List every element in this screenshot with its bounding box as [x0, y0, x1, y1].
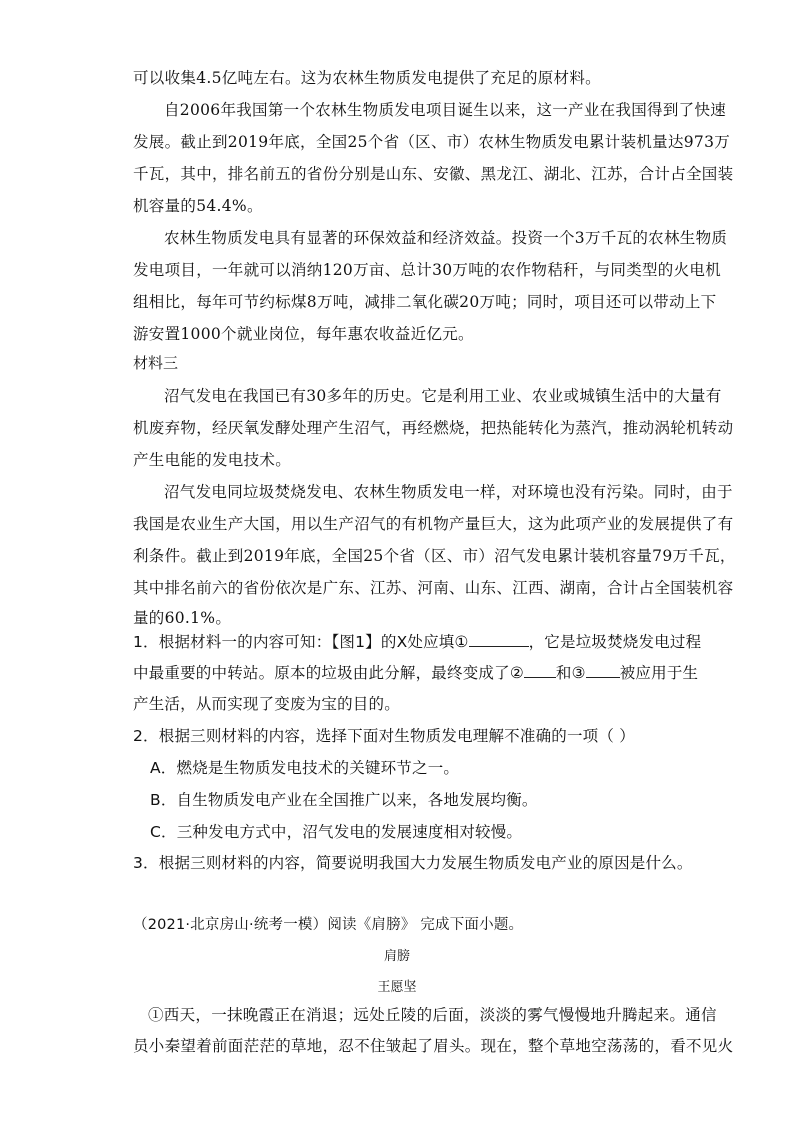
- question-1-text-a: 1．根据材料一的内容可知：【图1】的X处应填: [133, 633, 455, 651]
- section2-intro: （2021·北京房山·统考一模）阅读《肩膀》 完成下面小题。: [133, 917, 524, 933]
- material3-heading: 材料三: [133, 354, 179, 372]
- material2-line-9: 游安置1000个就业岗位，每年惠农收益近亿元。: [133, 325, 474, 343]
- material3-line-7: 其中排名前六的省份依次是广东、江苏、河南、山东、江西、湖南，合计占全国装机容: [133, 579, 734, 597]
- question-2-option-c[interactable]: C．三种发电方式中，沼气发电的发展速度相对较慢。: [150, 823, 523, 841]
- answer-blank-3[interactable]: [586, 663, 620, 678]
- article-author: 王愿坚: [377, 980, 417, 995]
- answer-marker-1: ①: [454, 633, 469, 651]
- article-para-line-2: 员小秦望着前面茫茫的草地，忍不住皱起了眉头。现在，整个草地空荡荡的，看不见火: [133, 1037, 734, 1055]
- answer-blank-2[interactable]: [524, 663, 556, 678]
- question-2-stem: 2．根据三则材料的内容，选择下面对生物质发电理解不准确的一项（ ）: [133, 727, 635, 745]
- question-2-option-a[interactable]: A．燃烧是生物质发电技术的关键环节之一。: [150, 759, 460, 777]
- material3-line-2: 机废弃物，经厌氧发酵处理产生沼气，再经燃烧，把热能转化为蒸汽，推动涡轮机转动: [133, 419, 734, 437]
- material2-line-1: 可以收集4.5亿吨左右。这为农林生物质发电提供了充足的原材料。: [133, 69, 601, 87]
- answer-blank-1[interactable]: [469, 632, 529, 647]
- material3-line-1: 沼气发电在我国已有30多年的历史。它是利用工业、农业或城镇生活中的大量有: [164, 387, 722, 405]
- question-3: 3．根据三则材料的内容，简要说明我国大力发展生物质发电产业的原因是什么。: [133, 854, 693, 872]
- material3-line-4: 沼气发电同垃圾焚烧发电、农林生物质发电一样，对环境也没有污染。同时，由于: [164, 483, 733, 501]
- question-1-text-c: 中最重要的中转站。原本的垃圾由此分解，最终变成了: [133, 664, 510, 682]
- question-2-option-b[interactable]: B．自生物质发电产业在全国推广以来，各地发展均衡。: [150, 791, 538, 809]
- material2-line-7: 发电项目，一年就可以消纳120万亩、总计30万吨的农作物秸秆，与同类型的火电机: [133, 261, 722, 279]
- answer-marker-2: ②: [509, 664, 524, 682]
- material2-line-2: 自2006年我国第一个农林生物质发电项目诞生以来，这一产业在我国得到了快速: [164, 101, 727, 119]
- article-para-line-1: ①西天，一抹晚霞正在消退；远处丘陵的后面，淡淡的雾气慢慢地升腾起来。通信: [148, 1006, 717, 1024]
- material2-line-3: 发展。截止到2019年底，全国25个省（区、市）农林生物质发电累计装机量达973万: [133, 133, 731, 151]
- question-1-line-1: [133, 630, 701, 652]
- material2-line-8: 组相比，每年可节约标煤8万吨，减排二氧化碳20万吨；同时，项目还可以带动上下: [133, 293, 717, 311]
- question-1-and: 和: [555, 664, 572, 682]
- material2-line-6: 农林生物质发电具有显著的环保效益和经济效益。投资一个3万千瓦的农林生物质: [164, 229, 728, 247]
- material3-line-6: 利条件。截止到2019年底，全国25个省（区、市）沼气发电累计装机容量79万千瓦，: [133, 547, 736, 565]
- question-1-text-d: 被应用于生: [619, 664, 699, 682]
- article-title: 肩膀: [383, 949, 410, 964]
- question-1-line-2: [133, 661, 698, 683]
- material3-line-8: 量的60.1%。: [133, 609, 232, 627]
- material2-line-4: 千瓦，其中，排名前五的省份分别是山东、安徽、黑龙江、湖北、江苏，合计占全国装: [133, 165, 734, 183]
- question-1-text-b: ，它是垃圾焚烧发电过程: [528, 633, 702, 651]
- answer-marker-3: ③: [571, 664, 586, 682]
- material3-line-5: 我国是农业生产大国，用以生产沼气的有机物产量巨大，这为此项产业的发展提供了有: [133, 515, 734, 533]
- material3-line-3: 产生电能的发电技术。: [133, 451, 292, 469]
- material2-line-5: 机容量的54.4%。: [133, 197, 263, 215]
- question-1-line-3: 产生活，从而实现了变废为宝的目的。: [133, 695, 400, 713]
